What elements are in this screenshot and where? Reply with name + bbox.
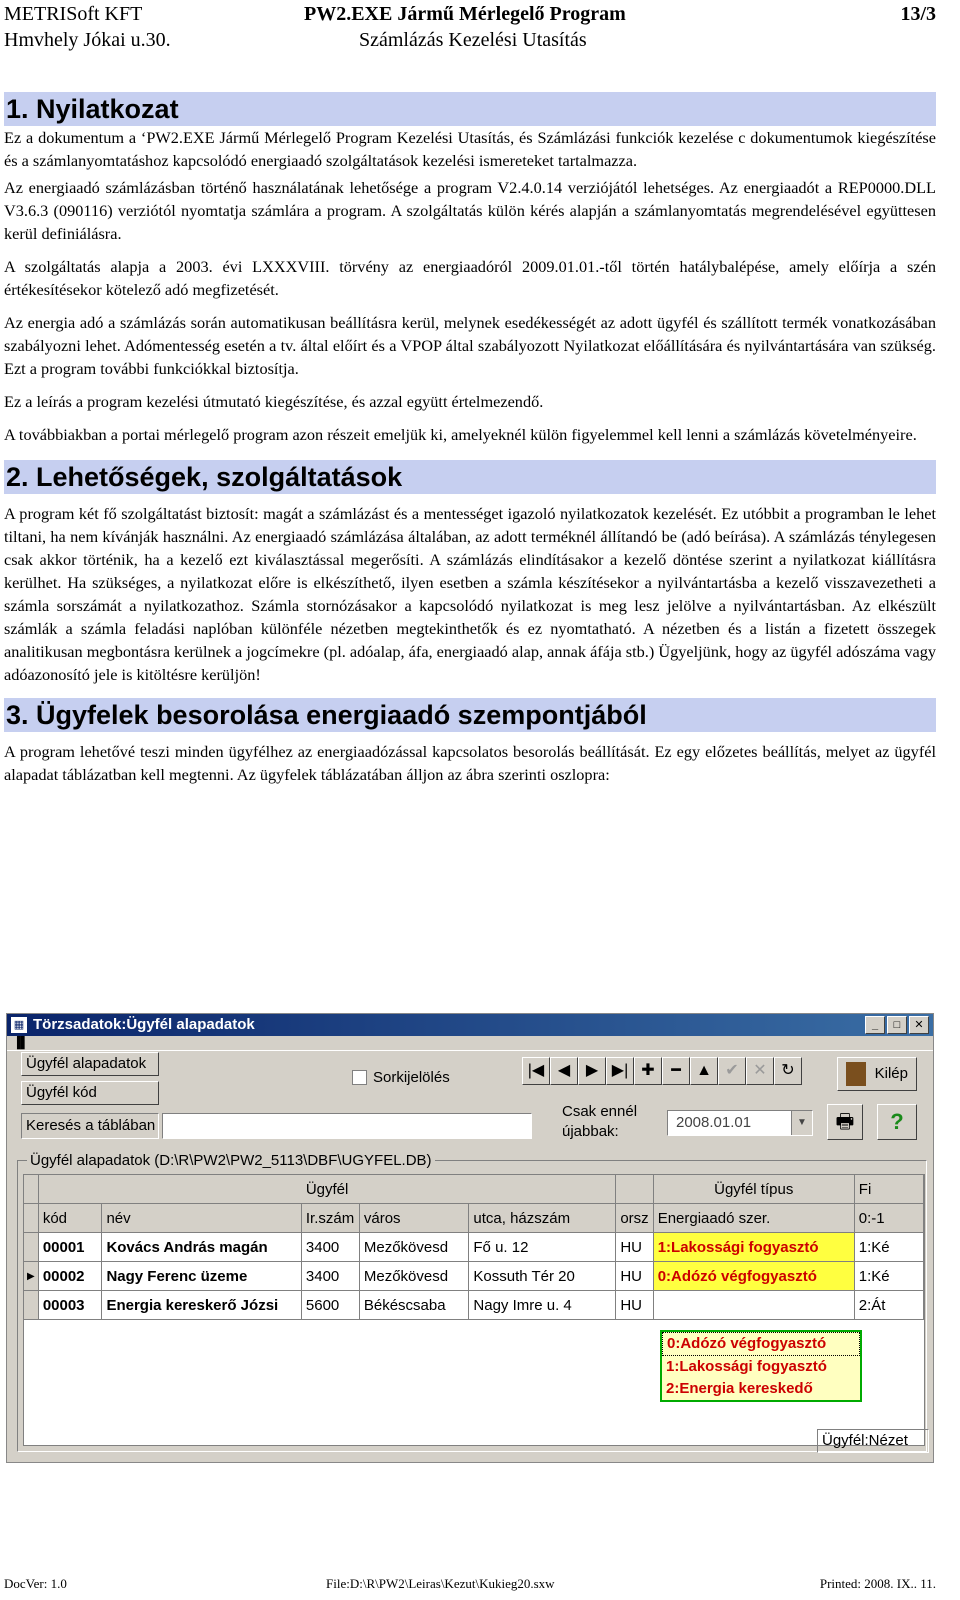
column-header[interactable]: város bbox=[359, 1204, 469, 1233]
document-page bbox=[4, 0, 936, 796]
program-title: PW2.EXE Jármű Mérlegelő Program bbox=[304, 3, 626, 25]
table-cell[interactable]: Mezőkövesd bbox=[359, 1233, 469, 1262]
column-header[interactable]: kód bbox=[38, 1204, 102, 1233]
table-cell[interactable]: HU bbox=[616, 1262, 653, 1291]
table-row[interactable] bbox=[24, 1233, 924, 1262]
table-cell[interactable]: Mezőkövesd bbox=[359, 1262, 469, 1291]
printed-date: Printed: 2008. IX.. 11. bbox=[819, 1576, 936, 1591]
column-header[interactable]: orsz bbox=[616, 1204, 653, 1233]
cancel-record-icon[interactable]: ✕ bbox=[746, 1057, 774, 1085]
column-header[interactable]: Ir.szám bbox=[301, 1204, 359, 1233]
window-titlebar[interactable] bbox=[7, 1014, 933, 1036]
section-1-paragraph: A szolgáltatás alapja a 2003. évi LXXXVIII. törvény az energiaadóról 2009.01.01.-től történ hatálybalépése, amely előírja a szén értékesítésekor kötelező adó megfizetését. bbox=[4, 257, 936, 299]
ugyfel-kod-button[interactable]: Ügyfél kód bbox=[21, 1081, 159, 1105]
groupbox-label: Ügyfél alapadatok (D:\R\PW2\PW2_5113\DBF\UGYFEL.DB) bbox=[27, 1152, 435, 1169]
column-header[interactable]: Energiaadó szer. bbox=[653, 1204, 854, 1233]
last-record-icon[interactable]: ▶| bbox=[606, 1057, 634, 1085]
column-header[interactable]: utca, házszám bbox=[469, 1204, 616, 1233]
insert-record-icon[interactable]: ✚ bbox=[634, 1057, 662, 1085]
checkbox-box[interactable] bbox=[352, 1070, 367, 1085]
column-header[interactable]: név bbox=[102, 1204, 301, 1233]
table-cell[interactable]: Nagy Ferenc üzeme bbox=[102, 1262, 301, 1291]
edit-record-icon[interactable]: ▲ bbox=[690, 1057, 718, 1085]
table-cell[interactable]: 00001 bbox=[38, 1233, 102, 1262]
date-filter-label-line: újabbak: bbox=[562, 1123, 619, 1140]
window-title: Törzsadatok:Ügyfél alapadatok bbox=[33, 1016, 255, 1033]
ugyfel-alapadatok-window bbox=[6, 1013, 934, 1463]
refresh-icon[interactable]: ↻ bbox=[774, 1057, 802, 1085]
page-header bbox=[4, 0, 936, 56]
table-cell[interactable]: Békéscsaba bbox=[359, 1291, 469, 1320]
column-header[interactable]: 0:-1 bbox=[854, 1204, 923, 1233]
section-1-paragraph: Az energia adó a számlázás során automatikusan beállításra kerül, melynek esedékességét az adott ügyfél és szállított termék vonatkozásában szabályozni lehet. Adómentesség esetén a tv. által előírt és a VPOP által szabályozott Nyilatkozat előállítására és nyilvántartására van szükség. Ezt a program további funkciókkal biztosítja. bbox=[4, 313, 936, 378]
section-1-paragraph: Ez a dokumentum a ‘PW2.EXE Jármű Mérlegelő Program Kezelési Utasítás, és Számlázási funkciók kezelése c dokumentumok kiegészítése és a számlanyomtatáshoz kapcsolódó energiaadó szolgáltatások kezelési ismereteket tartalmazza. bbox=[4, 128, 936, 170]
search-label: Keresés a táblában bbox=[21, 1113, 159, 1139]
table-cell[interactable]: 3400 bbox=[301, 1262, 359, 1291]
energiaado-cell[interactable] bbox=[653, 1291, 854, 1320]
ugyfel-alapadatok-button[interactable]: Ügyfél alapadatok bbox=[21, 1052, 159, 1076]
table-cell[interactable]: 3400 bbox=[301, 1233, 359, 1262]
section-1-paragraph: Az energiaadó számlázásban történő használatának lehetősége a program V2.4.0.14 verziójától lehetséges. Az energiaadót a REP0000.DLL V3.6.3 (090116) verziótól nyomtatja számlára a program. A szolgáltatás külön kérés alapján a számlanyomtatás megrendelésével együttesen kerül definiálásra. bbox=[4, 178, 936, 243]
band-ugyfel: Ügyfél bbox=[38, 1175, 616, 1204]
section-2-title: 2. Lehetőségek, szolgáltatások bbox=[4, 460, 936, 494]
checkbox-label: Sorkijelölés bbox=[373, 1069, 450, 1086]
date-filter-value: 2008.01.01 bbox=[676, 1114, 752, 1131]
menu-bar: ▐▌ bbox=[7, 1036, 933, 1051]
table-cell[interactable]: HU bbox=[616, 1291, 653, 1320]
table-cell[interactable]: Kossuth Tér 20 bbox=[469, 1262, 616, 1291]
dropdown-option[interactable]: 1:Lakossági fogyasztó bbox=[666, 1358, 827, 1375]
help-icon[interactable]: ? bbox=[877, 1104, 917, 1140]
table-cell[interactable]: Energia kereskerő Józsi bbox=[102, 1291, 301, 1320]
section-3-paragraph: A program lehetővé teszi minden ügyfélhez az energiaadózással kapcsolatos besorolás beállítását. Ez egy előzetes beállítás, melyet az ügyfél alapadat táblázatban kell megtenni. Az ügyfelek táblázatában álljon az ábra szerinti oszlopra: bbox=[4, 742, 936, 784]
table-cell[interactable]: 1:Ké bbox=[854, 1233, 923, 1262]
date-filter-label-line: Csak ennél bbox=[562, 1103, 638, 1120]
customer-grid[interactable] bbox=[23, 1174, 925, 1446]
post-record-icon[interactable]: ✔ bbox=[718, 1057, 746, 1085]
printer-icon[interactable]: 🖶 bbox=[827, 1104, 863, 1140]
table-cell[interactable]: 00002 bbox=[38, 1262, 102, 1291]
energiaado-dropdown-list[interactable] bbox=[660, 1330, 862, 1402]
first-record-icon[interactable]: |◀ bbox=[522, 1057, 550, 1085]
company-name: METRISoft KFT bbox=[4, 3, 143, 25]
section-1-paragraph: Ez a leírás a program kezelési útmutató kiegészítése, és azzal együtt értelmezendő. bbox=[4, 392, 544, 411]
exit-button[interactable] bbox=[837, 1057, 917, 1091]
table-cell[interactable]: Nagy Imre u. 4 bbox=[469, 1291, 616, 1320]
chevron-down-icon[interactable]: ▼ bbox=[791, 1111, 812, 1135]
grid-band-row bbox=[24, 1175, 924, 1204]
table-cell[interactable]: HU bbox=[616, 1233, 653, 1262]
delete-record-icon[interactable]: ━ bbox=[662, 1057, 690, 1085]
company-address: Hmvhely Jókai u.30. bbox=[4, 29, 171, 51]
dropdown-option[interactable]: 0:Adózó végfogyasztó bbox=[662, 1332, 860, 1356]
file-path: File:D:\R\PW2\Leiras\Kezut\Kukieg20.sxw bbox=[326, 1576, 555, 1591]
prior-record-icon[interactable]: ◀ bbox=[550, 1057, 578, 1085]
grid-header-row bbox=[24, 1204, 924, 1233]
section-1-title: 1. Nyilatkozat bbox=[4, 92, 936, 126]
energiaado-cell[interactable]: 1:Lakossági fogyasztó bbox=[653, 1233, 854, 1262]
section-2-paragraph: A program két fő szolgáltatást biztosít: magát a számlázást és a mentességet igazoló nyilatkozatok kezelését. Ez utóbbit a programban le lehet tiltani, ha nem kívánják használni. Az energiaadó számlázása általában, az adott terméknél állítandó be (adó beírása). A számlázás ténylegesen csak akkor történik, ha a kezelő ezt kiválasztással megerősíti. A számlázás elindításakor a kezelő döntése szerint a nyilatkozat kiállításra kerülhet. Ha szükséges, a nyilatkozat előre is elkészíthető, ilyen esetben a számla készítésekor a nyilvántartásba a kezelő visszavezetheti a számla sorszámát a nyilatkozathoz. Számla stornózásakor a kapcsolódó nyilatkozat is meg lesz jelölve a nyilvántartásban. Az elkészült számlák a számla feladási naplóban különféle nézetben megtekinthetők és ez nyomtatható. A nézetben és a listán a fizetett összegek analitikusan megbontásra kerülnek a jogcímekre (pl. adóalap, áfa, energiaadó alap, annak áfája stb.) Ügyeljünk, hogy az ügyfél adószáma vagy adóazonosító jele is kitöltésre kerüljön! bbox=[4, 504, 936, 684]
exit-label: Kilép bbox=[874, 1065, 908, 1082]
table-row[interactable] bbox=[24, 1262, 924, 1291]
minimize-button[interactable]: _ bbox=[865, 1016, 885, 1034]
search-input[interactable] bbox=[162, 1113, 532, 1139]
energiaado-cell[interactable]: 0:Adózó végfogyasztó bbox=[653, 1262, 854, 1291]
band-fi: Fi bbox=[854, 1175, 923, 1204]
record-navigator bbox=[522, 1057, 802, 1085]
table-cell[interactable]: 1:Ké bbox=[854, 1262, 923, 1291]
current-row-indicator-icon: ▶ bbox=[24, 1262, 38, 1291]
status-bar: Ügyfél:Nézet bbox=[817, 1429, 929, 1453]
section-3-title: 3. Ügyfelek besorolása energiaadó szempontjából bbox=[4, 698, 936, 732]
date-filter-label bbox=[562, 1102, 637, 1142]
window-controls bbox=[865, 1016, 929, 1034]
close-button[interactable]: ✕ bbox=[909, 1016, 929, 1034]
sorkijeloles-checkbox[interactable] bbox=[352, 1069, 450, 1086]
table-row[interactable] bbox=[24, 1291, 924, 1320]
table-cell[interactable]: Kovács András magán bbox=[102, 1233, 301, 1262]
table-cell[interactable]: 5600 bbox=[301, 1291, 359, 1320]
exit-door-icon bbox=[846, 1062, 866, 1086]
doc-version: DocVer: 1.0 bbox=[4, 1576, 67, 1591]
next-record-icon[interactable]: ▶ bbox=[578, 1057, 606, 1085]
dropdown-option[interactable]: 2:Energia kereskedő bbox=[666, 1380, 813, 1397]
app-icon: ▦ bbox=[11, 1017, 27, 1033]
document-subtitle: Számlázás Kezelési Utasítás bbox=[359, 29, 587, 51]
table-cell[interactable]: Fő u. 12 bbox=[469, 1233, 616, 1262]
section-1-paragraph: A továbbiakban a portai mérlegelő program azon részeit emeljük ki, amelyeknél külön figyelemmel kell lenni a számlázás követelményeire. bbox=[4, 425, 917, 444]
date-filter-input[interactable] bbox=[667, 1110, 813, 1136]
page-number: 13/3 bbox=[900, 3, 936, 25]
table-cell[interactable]: 2:Át bbox=[854, 1291, 923, 1320]
maximize-button[interactable]: □ bbox=[887, 1016, 907, 1034]
band-ugyfel-tipus: Ügyfél típus bbox=[653, 1175, 854, 1204]
table-cell[interactable]: 00003 bbox=[38, 1291, 102, 1320]
